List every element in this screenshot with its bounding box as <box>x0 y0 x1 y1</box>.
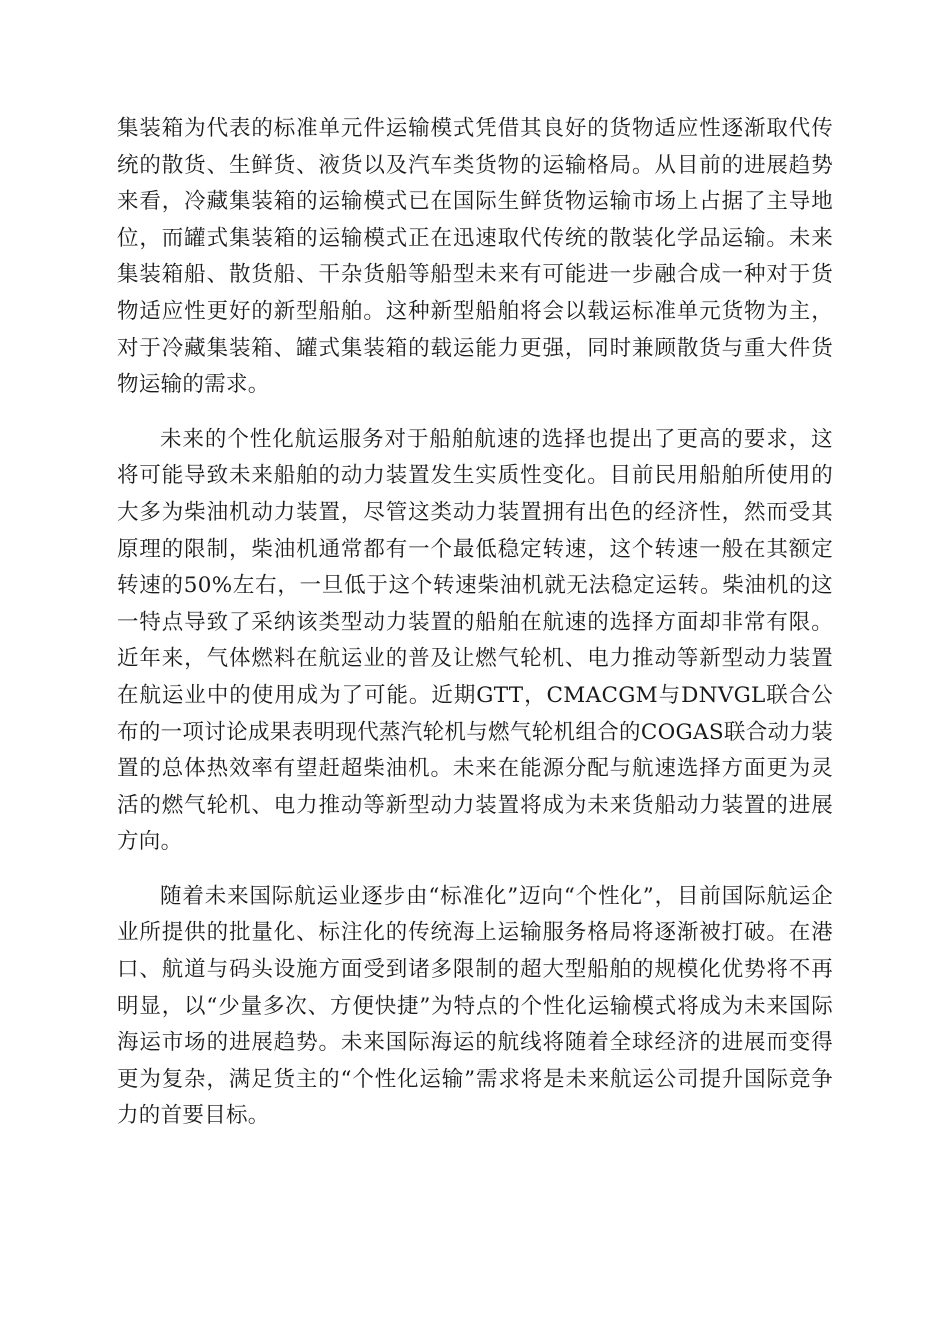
paragraph-container-cargo: 集装箱为代表的标准单元件运输模式凭借其良好的货物适应性逐渐取代传统的散货、生鲜货、液货以及汽车类货物的运输格局。从目前的进展趋势来看，冷藏集装箱的运输模式已在国际生鲜货物运输市场上占据了主导地位，而罐式集装箱的运输模式正在迅速取代传统的散装化学品运输。未来集装箱船、散货船、干杂货船等船型未来有可能进一步融合成一种对于货物适应性更好的新型船舶。这种新型船舶将会以载运标准单元货物为主，对于冷藏集装箱、罐式集装箱的载运能力更强，同时兼顾散货与重大件货物运输的需求。 <box>117 116 833 398</box>
paragraph-personalized-shipping: 随着未来国际航运业逐步由“标准化”迈向“个性化”，目前国际航运企业所提供的批量化、标注化的传统海上运输服务格局将逐渐被打破。在港口、航道与码头设施方面受到诸多限制的超大型船舶的规模化优势将不再明显，以“少量多次、方便快捷”为特点的个性化运输模式将成为未来国际海运市场的进展趋势。未来国际海运的航线将随着全球经济的进展而变得更为复杂，满足货主的“个性化运输”需求将是未来航运公司提升国际竞争力的首要目标。 <box>117 883 833 1129</box>
paragraph-power-plant: 未来的个性化航运服务对于船舶航速的选择也提出了更高的要求，这将可能导致未来船舶的动力装置发生实质性变化。目前民用船舶所使用的大多为柴油机动力装置，尽管这类动力装置拥有出色的经济性，然而受其原理的限制，柴油机通常都有一个最低稳定转速，这个转速一般在其额定转速的50%左右，一旦低于这个转速柴油机就无法稳定运转。柴油机的这一特点导致了采纳该类型动力装置的船舶在航速的选择方面却非常有限。近年来，气体燃料在航运业的普及让燃气轮机、电力推动等新型动力装置在航运业中的使用成为了可能。近期GTT，CMACGM与DNVGL联合公布的一项讨论成果表明现代蒸汽轮机与燃气轮机组合的COGAS联合动力装置的总体热效率有望赶超柴油机。未来在能源分配与航速选择方面更为灵活的燃气轮机、电力推动等新型动力装置将成为未来货船动力装置的进展方向。 <box>117 426 833 855</box>
document-body <box>117 111 833 1135</box>
